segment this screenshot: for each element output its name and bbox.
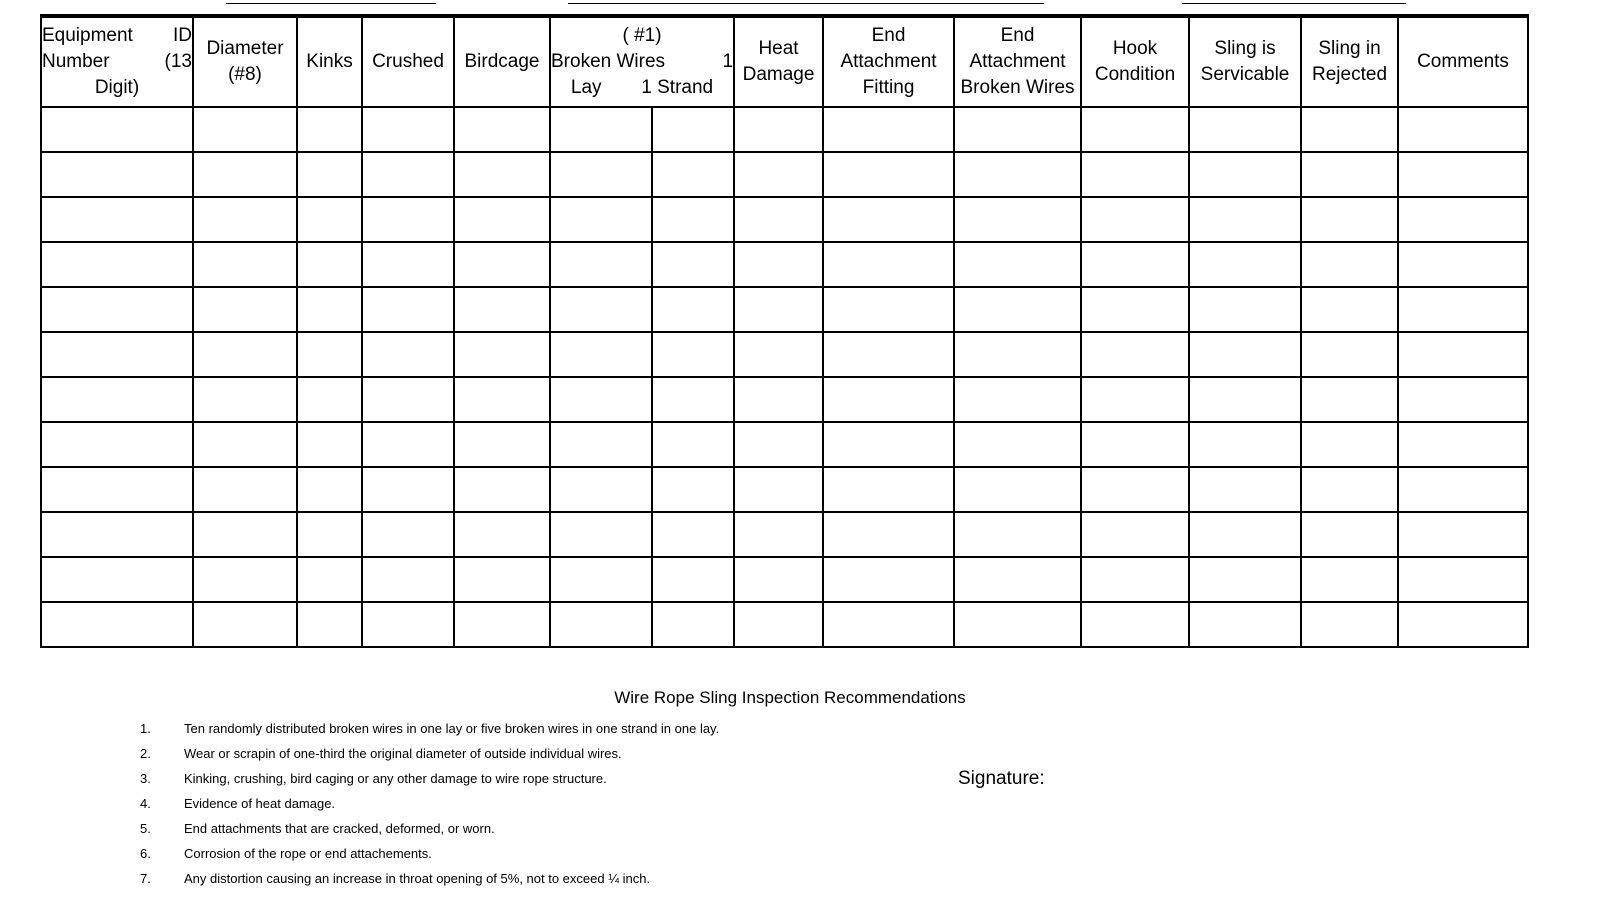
- table-cell[interactable]: [41, 242, 193, 287]
- table-cell[interactable]: [297, 287, 362, 332]
- table-cell[interactable]: [193, 557, 297, 602]
- table-cell[interactable]: [193, 467, 297, 512]
- table-cell[interactable]: [652, 152, 734, 197]
- table-cell[interactable]: [1301, 197, 1398, 242]
- table-cell[interactable]: [362, 197, 454, 242]
- table-cell[interactable]: [454, 152, 550, 197]
- table-cell[interactable]: [454, 512, 550, 557]
- recommendations-list: [140, 720, 719, 895]
- table-cell[interactable]: [652, 467, 734, 512]
- table-cell[interactable]: [954, 152, 1081, 197]
- table-cell[interactable]: [193, 377, 297, 422]
- table-cell[interactable]: [41, 467, 193, 512]
- table-row: [41, 332, 1528, 377]
- table-cell[interactable]: [362, 422, 454, 467]
- table-cell[interactable]: [734, 467, 823, 512]
- table-cell[interactable]: [823, 377, 954, 422]
- col-hook-condition: Hook Condition: [1081, 16, 1189, 107]
- table-cell[interactable]: [823, 422, 954, 467]
- table-cell[interactable]: [550, 557, 652, 602]
- blank-field-2[interactable]: [568, 3, 1044, 4]
- table-cell[interactable]: [41, 332, 193, 377]
- table-cell[interactable]: [1189, 512, 1301, 557]
- table-cell[interactable]: [1081, 422, 1189, 467]
- table-cell[interactable]: [734, 557, 823, 602]
- table-cell[interactable]: [41, 557, 193, 602]
- list-item: 5. End attachments that are cracked, deformed, or worn.: [140, 821, 495, 836]
- table-cell[interactable]: [1301, 512, 1398, 557]
- table-cell[interactable]: [454, 107, 550, 152]
- table-cell[interactable]: [734, 422, 823, 467]
- table-cell[interactable]: [1081, 512, 1189, 557]
- table-cell[interactable]: [550, 332, 652, 377]
- col-equipment-id: Equipment ID Number (13 Digit): [41, 16, 193, 107]
- table-cell[interactable]: [41, 422, 193, 467]
- table-cell[interactable]: [734, 197, 823, 242]
- table-cell[interactable]: [297, 467, 362, 512]
- table-cell[interactable]: [652, 242, 734, 287]
- table-cell[interactable]: [550, 467, 652, 512]
- table-cell[interactable]: [1398, 107, 1528, 152]
- col-diameter: Diameter (#8): [193, 16, 297, 107]
- table-cell[interactable]: [454, 377, 550, 422]
- table-cell[interactable]: [454, 242, 550, 287]
- col-broken-wires: ( #1) Broken Wires 1 Lay 1 Strand: [550, 16, 734, 107]
- table-cell[interactable]: [954, 197, 1081, 242]
- table-cell[interactable]: [734, 602, 823, 647]
- table-cell[interactable]: [954, 512, 1081, 557]
- table-row: [41, 287, 1528, 332]
- table-row: [41, 602, 1528, 647]
- table-cell[interactable]: [823, 467, 954, 512]
- col-end-attachment-broken-wires: End Attachment Broken Wires: [954, 16, 1081, 107]
- table-cell[interactable]: [297, 422, 362, 467]
- table-cell[interactable]: [1081, 152, 1189, 197]
- list-item: 3. Kinking, crushing, bird caging or any other damage to wire rope structure.: [140, 771, 607, 786]
- table-cell[interactable]: [362, 512, 454, 557]
- table-cell[interactable]: [1301, 152, 1398, 197]
- col-end-attachment-fitting: End Attachment Fitting: [823, 16, 954, 107]
- table-cell[interactable]: [1398, 332, 1528, 377]
- table-cell[interactable]: [1081, 557, 1189, 602]
- table-cell[interactable]: [193, 332, 297, 377]
- table-cell[interactable]: [1081, 197, 1189, 242]
- table-cell[interactable]: [652, 287, 734, 332]
- table-cell[interactable]: [1081, 602, 1189, 647]
- table-cell[interactable]: [297, 377, 362, 422]
- table-cell[interactable]: [297, 107, 362, 152]
- table-cell[interactable]: [193, 422, 297, 467]
- table-cell[interactable]: [1189, 422, 1301, 467]
- table-cell[interactable]: [734, 332, 823, 377]
- table-cell[interactable]: [1301, 242, 1398, 287]
- table-row: [41, 197, 1528, 242]
- col-crushed: Crushed: [362, 16, 454, 107]
- table-cell[interactable]: [1398, 512, 1528, 557]
- table-cell[interactable]: [550, 152, 652, 197]
- table-cell[interactable]: [1189, 287, 1301, 332]
- list-item: 2. Wear or scrapin of one-third the original diameter of outside individual wires.: [140, 746, 622, 761]
- table-cell[interactable]: [41, 152, 193, 197]
- table-cell[interactable]: [734, 377, 823, 422]
- table-cell[interactable]: [954, 377, 1081, 422]
- table-cell[interactable]: [1398, 557, 1528, 602]
- table-cell[interactable]: [652, 512, 734, 557]
- table-cell[interactable]: [193, 197, 297, 242]
- table-cell[interactable]: [954, 287, 1081, 332]
- table-cell[interactable]: [823, 512, 954, 557]
- table-cell[interactable]: [41, 287, 193, 332]
- table-cell[interactable]: [652, 107, 734, 152]
- table-cell[interactable]: [454, 332, 550, 377]
- table-cell[interactable]: [1189, 242, 1301, 287]
- table-row: [41, 467, 1528, 512]
- table-cell[interactable]: [362, 557, 454, 602]
- table-cell[interactable]: [734, 512, 823, 557]
- table-cell[interactable]: [954, 602, 1081, 647]
- table-cell[interactable]: [1301, 332, 1398, 377]
- table-cell[interactable]: [362, 467, 454, 512]
- table-cell[interactable]: [193, 242, 297, 287]
- table-cell[interactable]: [193, 512, 297, 557]
- table-cell[interactable]: [550, 512, 652, 557]
- table-cell[interactable]: [954, 107, 1081, 152]
- table-cell[interactable]: [954, 422, 1081, 467]
- table-cell[interactable]: [1398, 377, 1528, 422]
- table-cell[interactable]: [454, 422, 550, 467]
- table-row: [41, 422, 1528, 467]
- table-cell[interactable]: [550, 422, 652, 467]
- table-cell[interactable]: [1081, 287, 1189, 332]
- table-cell[interactable]: [454, 557, 550, 602]
- table-cell[interactable]: [1081, 377, 1189, 422]
- table-cell[interactable]: [734, 242, 823, 287]
- blank-field-3[interactable]: [1182, 3, 1406, 4]
- table-cell[interactable]: [1189, 557, 1301, 602]
- table-cell[interactable]: [652, 377, 734, 422]
- table-cell[interactable]: [823, 602, 954, 647]
- blank-field-1[interactable]: [226, 3, 436, 4]
- table-cell[interactable]: [1398, 467, 1528, 512]
- table-cell[interactable]: [41, 197, 193, 242]
- col-heat-damage: Heat Damage: [734, 16, 823, 107]
- table-cell[interactable]: [297, 242, 362, 287]
- table-cell[interactable]: [454, 287, 550, 332]
- table-cell[interactable]: [1398, 422, 1528, 467]
- table-row: [41, 107, 1528, 152]
- table-cell[interactable]: [652, 422, 734, 467]
- table-cell[interactable]: [297, 512, 362, 557]
- list-item: 1. Ten randomly distributed broken wires in one lay or five broken wires in one strand in one lay.: [140, 721, 720, 736]
- table-cell[interactable]: [550, 287, 652, 332]
- table-cell[interactable]: [954, 557, 1081, 602]
- table-cell[interactable]: [297, 197, 362, 242]
- table-cell[interactable]: [362, 107, 454, 152]
- table-cell[interactable]: [823, 557, 954, 602]
- table-cell[interactable]: [362, 602, 454, 647]
- table-cell[interactable]: [1189, 602, 1301, 647]
- table-cell[interactable]: [550, 107, 652, 152]
- table-cell[interactable]: [1081, 467, 1189, 512]
- table-cell[interactable]: [1301, 107, 1398, 152]
- table-cell[interactable]: [362, 377, 454, 422]
- table-cell[interactable]: [454, 467, 550, 512]
- table-cell[interactable]: [1081, 242, 1189, 287]
- table-cell[interactable]: [652, 197, 734, 242]
- table-cell[interactable]: [1398, 602, 1528, 647]
- table-cell[interactable]: [193, 287, 297, 332]
- table-cell[interactable]: [823, 197, 954, 242]
- list-item: 7. Any distortion causing an increase in throat opening of 5%, not to exceed ¼ inch.: [140, 871, 651, 886]
- form-header-fields: [0, 0, 1600, 14]
- table-cell[interactable]: [297, 602, 362, 647]
- table-cell[interactable]: [1398, 152, 1528, 197]
- table-cell[interactable]: [1301, 602, 1398, 647]
- table-row: [41, 152, 1528, 197]
- table-cell[interactable]: [1301, 377, 1398, 422]
- inspection-table: [40, 14, 1529, 648]
- table-cell[interactable]: [1081, 107, 1189, 152]
- list-item: 4. Evidence of heat damage.: [140, 796, 336, 811]
- table-cell[interactable]: [550, 242, 652, 287]
- table-cell[interactable]: [823, 152, 954, 197]
- table-cell[interactable]: [652, 332, 734, 377]
- table-row: [41, 377, 1528, 422]
- table-cell[interactable]: [734, 152, 823, 197]
- table-cell[interactable]: [41, 377, 193, 422]
- table-cell[interactable]: [1189, 377, 1301, 422]
- table-cell[interactable]: [193, 602, 297, 647]
- table-cell[interactable]: [193, 107, 297, 152]
- table-cell[interactable]: [193, 152, 297, 197]
- table-cell[interactable]: [734, 107, 823, 152]
- col-sling-serviceable: Sling is Servicable: [1189, 16, 1301, 107]
- table-cell[interactable]: [954, 332, 1081, 377]
- table-cell[interactable]: [652, 557, 734, 602]
- table-cell[interactable]: [550, 602, 652, 647]
- table-cell[interactable]: [454, 197, 550, 242]
- table-cell[interactable]: [734, 287, 823, 332]
- table-cell[interactable]: [362, 152, 454, 197]
- table-row: [41, 242, 1528, 287]
- col-sling-rejected: Sling in Rejected: [1301, 16, 1398, 107]
- table-cell[interactable]: [1301, 557, 1398, 602]
- table-cell[interactable]: [362, 242, 454, 287]
- col-comments: Comments: [1398, 16, 1528, 107]
- table-cell[interactable]: [297, 332, 362, 377]
- list-item: 6. Corrosion of the rope or end attachements.: [140, 846, 432, 861]
- table-cell[interactable]: [41, 107, 193, 152]
- table-cell[interactable]: [1301, 422, 1398, 467]
- table-cell[interactable]: [1301, 287, 1398, 332]
- table-cell[interactable]: [454, 602, 550, 647]
- table-cell[interactable]: [954, 242, 1081, 287]
- table-cell[interactable]: [1398, 197, 1528, 242]
- header-row: [41, 16, 1528, 107]
- col-birdcage: Birdcage: [454, 16, 550, 107]
- table-cell[interactable]: [1189, 467, 1301, 512]
- table-cell[interactable]: [1189, 152, 1301, 197]
- table-cell[interactable]: [362, 287, 454, 332]
- table-cell[interactable]: [362, 332, 454, 377]
- table-cell[interactable]: [1189, 107, 1301, 152]
- signature-label: Signature:: [958, 768, 1045, 789]
- table-cell[interactable]: [1398, 242, 1528, 287]
- table-cell[interactable]: [823, 332, 954, 377]
- table-cell[interactable]: [954, 467, 1081, 512]
- table-cell[interactable]: [1398, 287, 1528, 332]
- table-row: [41, 557, 1528, 602]
- col-kinks: Kinks: [297, 16, 362, 107]
- table-cell[interactable]: [823, 242, 954, 287]
- table-cell[interactable]: [550, 197, 652, 242]
- table-cell[interactable]: [1189, 197, 1301, 242]
- table-cell[interactable]: [550, 377, 652, 422]
- table-cell[interactable]: [1081, 332, 1189, 377]
- table-cell[interactable]: [1301, 467, 1398, 512]
- table-body: [41, 107, 1528, 647]
- table-cell[interactable]: [1189, 332, 1301, 377]
- table-cell[interactable]: [823, 287, 954, 332]
- table-cell[interactable]: [823, 107, 954, 152]
- table-cell[interactable]: [41, 512, 193, 557]
- table-cell[interactable]: [652, 602, 734, 647]
- table-cell[interactable]: [297, 557, 362, 602]
- recommendations-title: Wire Rope Sling Inspection Recommendations: [614, 688, 966, 707]
- table-cell[interactable]: [297, 152, 362, 197]
- table-cell[interactable]: [41, 602, 193, 647]
- table-row: [41, 512, 1528, 557]
